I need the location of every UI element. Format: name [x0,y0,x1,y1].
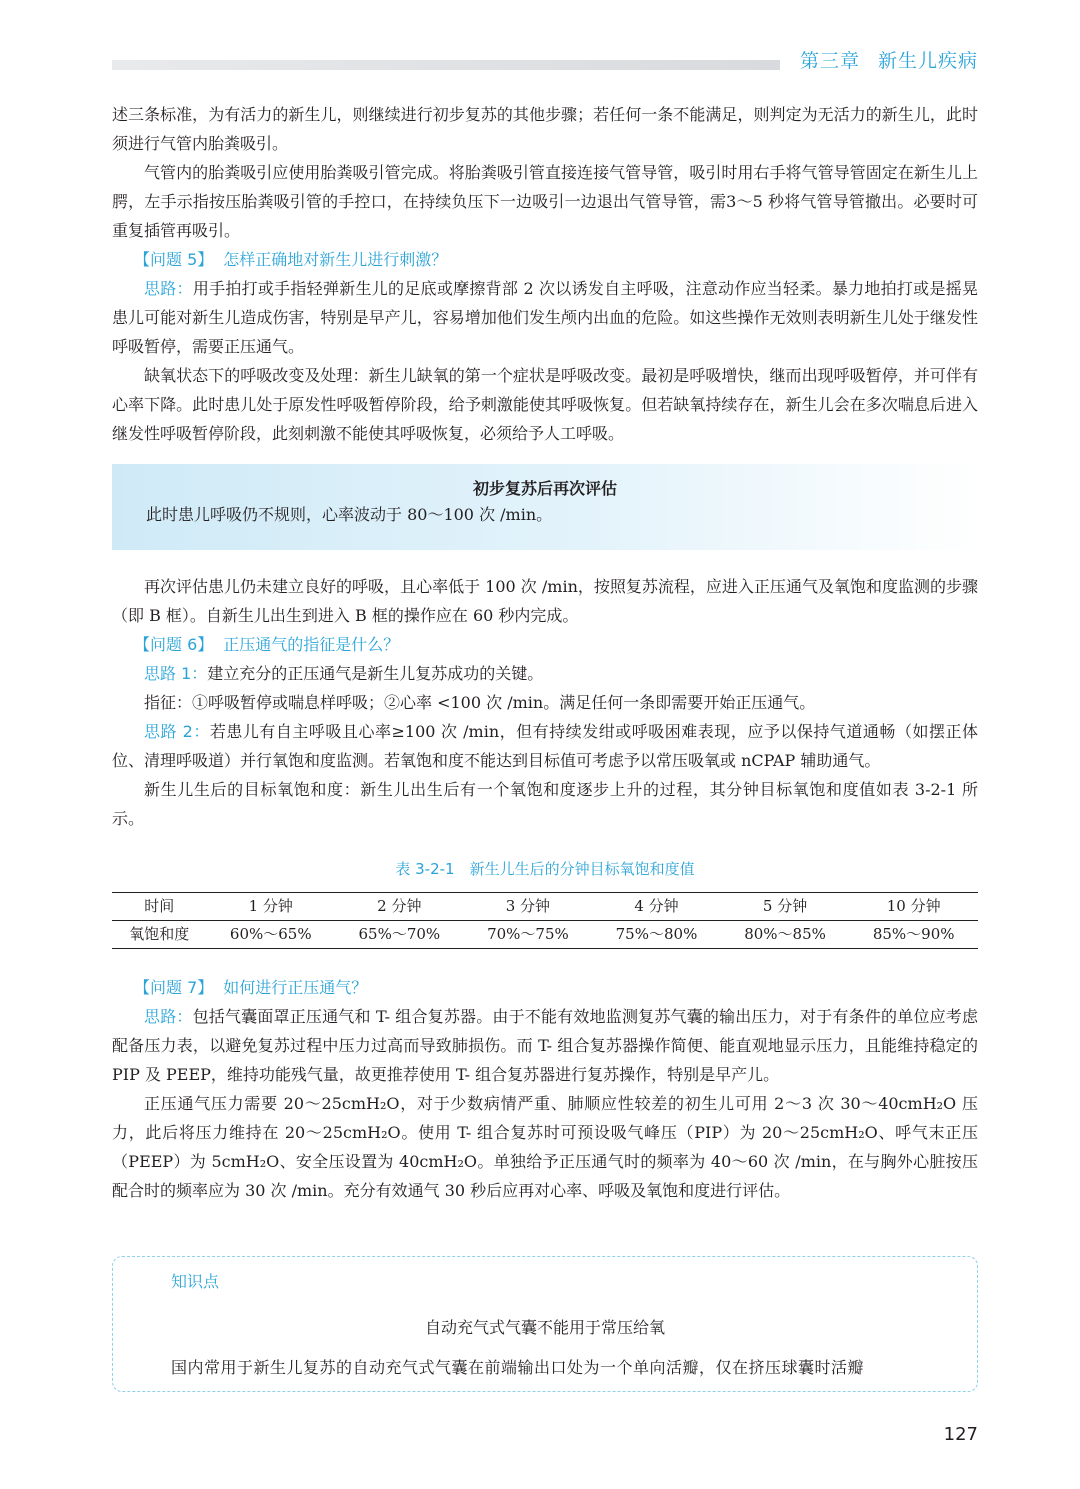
question-7-heading [112,973,978,1002]
question-title: 怎样正确地对新生儿进行刺激？ [223,250,448,269]
thought-label: 思路： [144,279,193,298]
table-cell: 60%～65% [229,925,312,943]
page-number: 127 [943,1424,978,1445]
table-header-cell: 3 分钟 [505,897,551,915]
thought-text: 若患儿有自主呼吸且心率≥100 次 /min，但有持续发绀或呼吸困难表现，应予以保持气道通畅（如摆正体位、清理呼吸道）并行氧饱和度监测。若氧饱和度不能达到目标值可考虑予以常压吸氧或 nCPAP 辅助通气。 [112,722,978,770]
knowledge-point-title: 自动充气式气囊不能用于常压给氧 [424,1318,665,1337]
table-caption: 表 3-2-1 新生儿生后的分钟目标氧饱和度值 [395,860,695,878]
thought-label: 思路 1： [144,664,208,683]
thought-text: 用手拍打或手指轻弹新生儿的足底或摩擦背部 2 次以诱发自主呼吸，注意动作应当轻柔。暴力地拍打或是摇晃患儿可能对新生儿造成伤害，特别是早产儿，容易增加他们发生颅内出血的危险。如这些操作无效则表明新生儿处于继发性呼吸暂停，需要正压通气。 [112,279,978,356]
table-header-cell: 5 分钟 [762,897,808,915]
question-6-heading [112,630,978,659]
knowledge-point-label: 知识点 [171,1272,220,1291]
paragraph [112,659,978,688]
paragraph: 再次评估患儿仍未建立良好的呼吸，且心率低于 100 次 /min，按照复苏流程，应进入正压通气及氧饱和度监测的步骤（即 B 框）。自新生儿出生到进入 B 框的操作应在 60 秒内完成。 [112,577,978,625]
question-number: 【问题 5】 [134,250,214,269]
paragraph [112,274,978,361]
table-header-cell: 1 分钟 [248,897,293,915]
table-cell: 氧饱和度 [129,925,190,943]
paragraph [112,1002,978,1089]
table-header-cell: 10 分钟 [886,897,941,915]
thought-label: 思路： [144,1007,193,1026]
thought-label: 思路 2： [144,722,210,741]
table-cell: 75%～80% [615,925,698,943]
question-title: 正压通气的指征是什么？ [223,635,400,654]
table-cell: 80%～85% [744,925,826,943]
table-header-cell: 4 分钟 [634,897,679,915]
thought-text: 包括气囊面罩正压通气和 T- 组合复苏器。由于不能有效地监测复苏气囊的输出压力，对于有条件的单位应考虑配备压力表，以避免复苏过程中压力过高而导致肺损伤。而 T- 组合复苏器操作简便、能直观地显示压力，且能维持稳定的 PIP 及 PEEP，维持功能残气量，故更推荐使用 T- 组合复苏器进行复苏操作，特别是早产儿。 [112,1007,978,1084]
knowledge-point-box [112,1256,978,1392]
paragraph [112,717,978,775]
question-number: 【问题 6】 [134,635,214,654]
table-header-cell: 2 分钟 [377,897,422,915]
knowledge-point-text: 国内常用于新生儿复苏的自动充气式气囊在前端输出口处为一个单向活瓣，仅在挤压球囊时活瓣 [171,1358,865,1377]
question-5-heading [112,245,978,274]
question-title: 如何进行正压通气？ [223,978,368,997]
table-cell: 65%～70% [358,925,441,943]
table-cell: 70%～75% [487,925,569,943]
table-cell: 85%～90% [872,925,955,943]
paragraph: 述三条标准，为有活力的新生儿，则继续进行初步复苏的其他步骤；若任何一条不能满足，则判定为无活力的新生儿，此时须进行气管内胎粪吸引。 [112,105,978,153]
running-header [800,46,978,73]
paragraph: 正压通气压力需要 20～25cmH₂O，对于少数病情严重、肺顺应性较差的初生儿可用 2～3 次 30～40cmH₂O 压力，此后将压力维持在 20～25cmH₂O。使用 T- 组合复苏时可预设吸气峰压（PIP）为 20～25cmH₂O、呼气末正压（PEEP）为 5cmH₂O、安全压设置为 40cmH₂O。单独给予正压通气时的频率为 40～60 次 /min，在与胸外心脏按压配合时的频率应为 30 次 /min。充分有效通气 30 秒后应再对心率、呼吸及氧饱和度进行评估。 [112,1094,978,1200]
thought-text: 建立充分的正压通气是新生儿复苏成功的关键。 [207,664,544,683]
question-number: 【问题 7】 [134,978,214,997]
paragraph: 指征：①呼吸暂停或喘息样呼吸；②心率 <100 次 /min。满足任何一条即需要开始正压通气。 [144,693,816,712]
page-content [112,100,978,1205]
table-row [112,921,978,949]
table-header-row [112,893,978,921]
oxygen-saturation-table [112,892,978,949]
case-box [112,464,978,550]
case-title: 初步复苏后再次评估 [472,479,617,498]
chapter-number: 第三章 [800,50,861,72]
header-bar [112,60,780,70]
chapter-title: 新生儿疾病 [878,50,979,72]
paragraph: 缺氧状态下的呼吸改变及处理：新生儿缺氧的第一个症状是呼吸改变。最初是呼吸增快，继而出现呼吸暂停，并可伴有心率下降。此时患儿处于原发性呼吸暂停阶段，给予刺激能使其呼吸恢复。但若缺氧持续存在，新生儿会在多次喘息后进入继发性呼吸暂停阶段，此刻刺激不能使其呼吸恢复，必须给予人工呼吸。 [112,366,978,443]
case-text: 此时患儿呼吸仍不规则，心率波动于 80～100 次 /min。 [146,505,553,524]
paragraph: 新生儿生后的目标氧饱和度：新生儿出生后有一个氧饱和度逐步上升的过程，其分钟目标氧饱和度值如表 3-2-1 所示。 [112,780,978,828]
table-header-cell: 时间 [144,897,175,915]
paragraph: 气管内的胎粪吸引应使用胎粪吸引管完成。将胎粪吸引管直接连接气管导管，吸引时用右手将气管导管固定在新生儿上腭，左手示指按压胎粪吸引管的手控口，在持续负压下一边吸引一边退出气管导管，需3～5 秒将气管导管撤出。必要时可重复插管再吸引。 [112,163,978,240]
